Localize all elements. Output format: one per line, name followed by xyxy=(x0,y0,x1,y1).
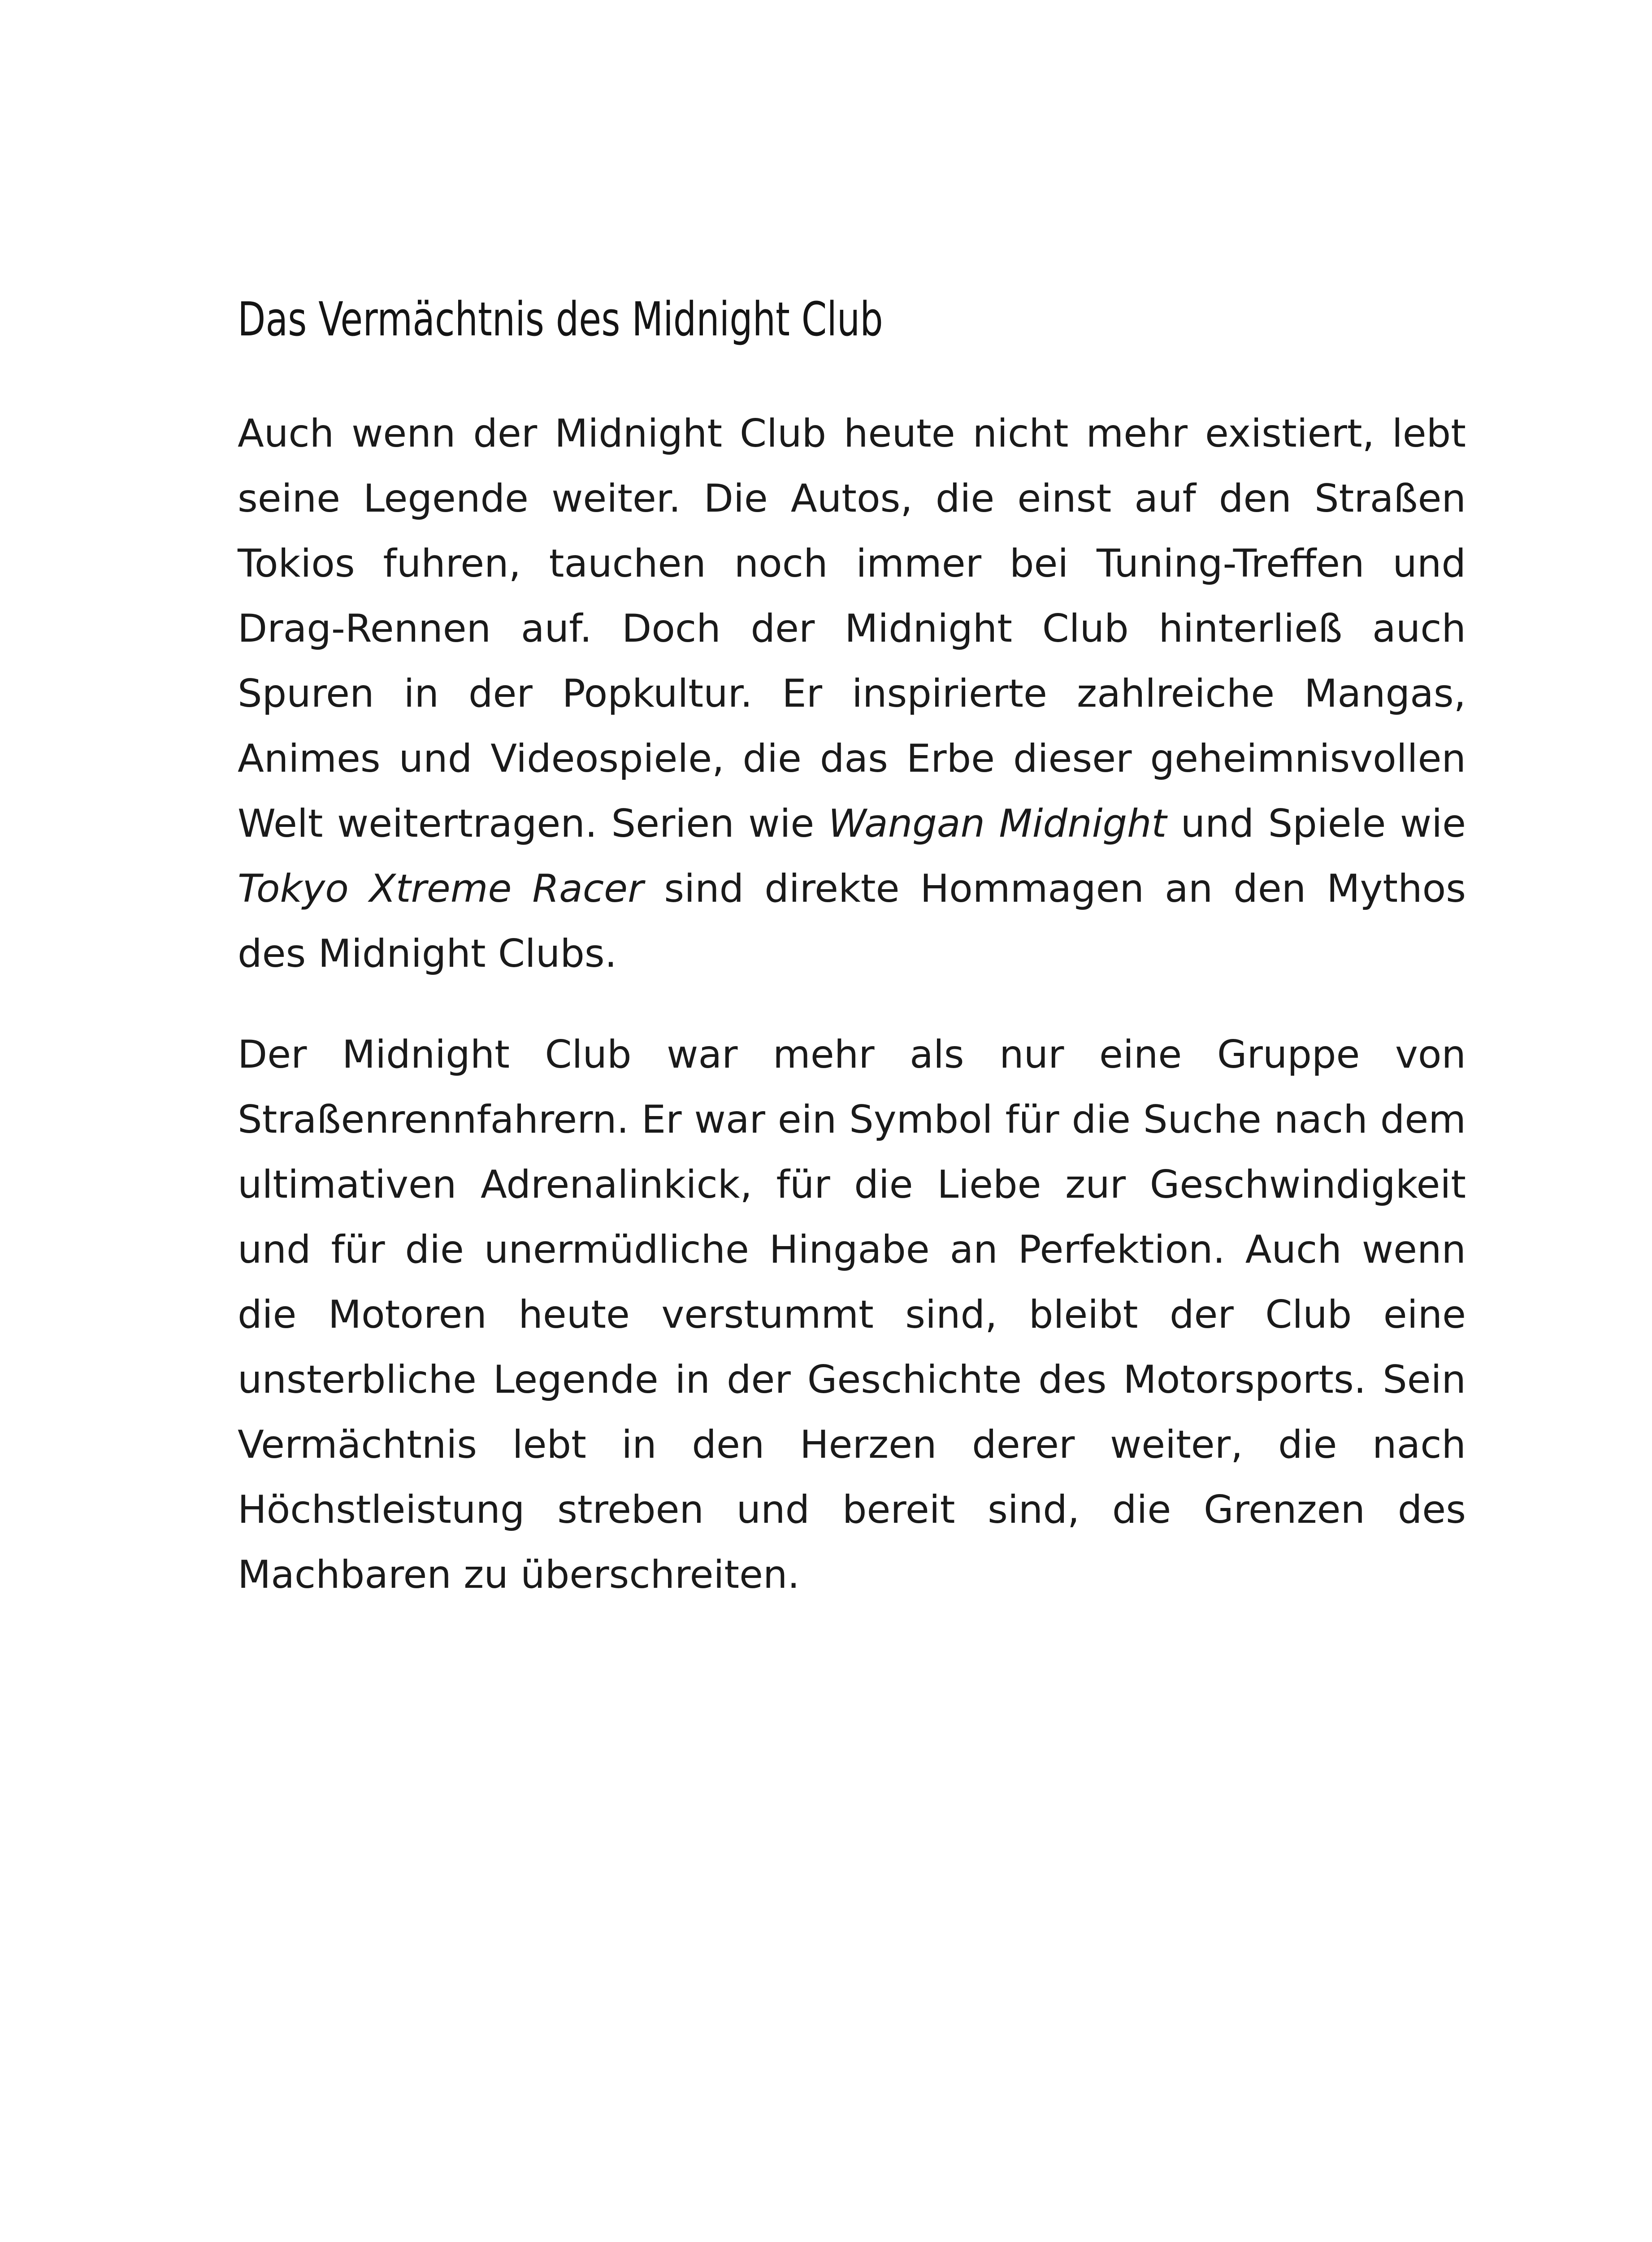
section-heading: Das Vermächtnis des Midnight Club xyxy=(238,292,883,347)
page-content xyxy=(238,291,1466,1643)
body-paragraph-2 xyxy=(238,1022,1466,1608)
text-segment: sind direkte Hommagen an den Mythos des Midnight Clubs. xyxy=(238,866,1466,976)
italic-title: Tokyo Xtreme Racer xyxy=(238,866,644,911)
text-segment: Der Midnight Club war mehr als nur eine Gruppe von Straßenrennfahrern. Er war ein Symbol für die Suche nach dem ultimativen Adrenalinkick, für die Liebe zur Geschwindigkeit und für die unermüdliche Hingabe an Perfektion. Auch wenn die Motoren heute verstummt sind, bleibt der Club eine unsterbliche Legende in der Geschichte des Motorsports. Sein Vermächtnis lebt in den Herzen derer weiter, die nach Höchstleistung streben und bereit sind, die Grenzen des Machbaren zu überschreiten. xyxy=(238,1032,1466,1597)
text-segment: und Spiele wie xyxy=(1166,801,1466,846)
text-segment: Auch wenn der Midnight Club heute nicht mehr existiert, lebt seine Legende weiter. Die Autos, die einst auf den Straßen Tokios fuhren, tauchen noch immer bei Tuning-Treffen und Drag-Rennen auf. Doch der Midnight Club hinterließ auch Spuren in der Popkultur. Er inspirierte zahlreiche Mangas, Animes und Videospiele, die das Erbe dieser geheimnisvollen Welt weitertragen. Serien wie xyxy=(238,411,1466,846)
italic-title: Wangan Midnight xyxy=(828,801,1167,846)
body-paragraph-1 xyxy=(238,401,1466,986)
